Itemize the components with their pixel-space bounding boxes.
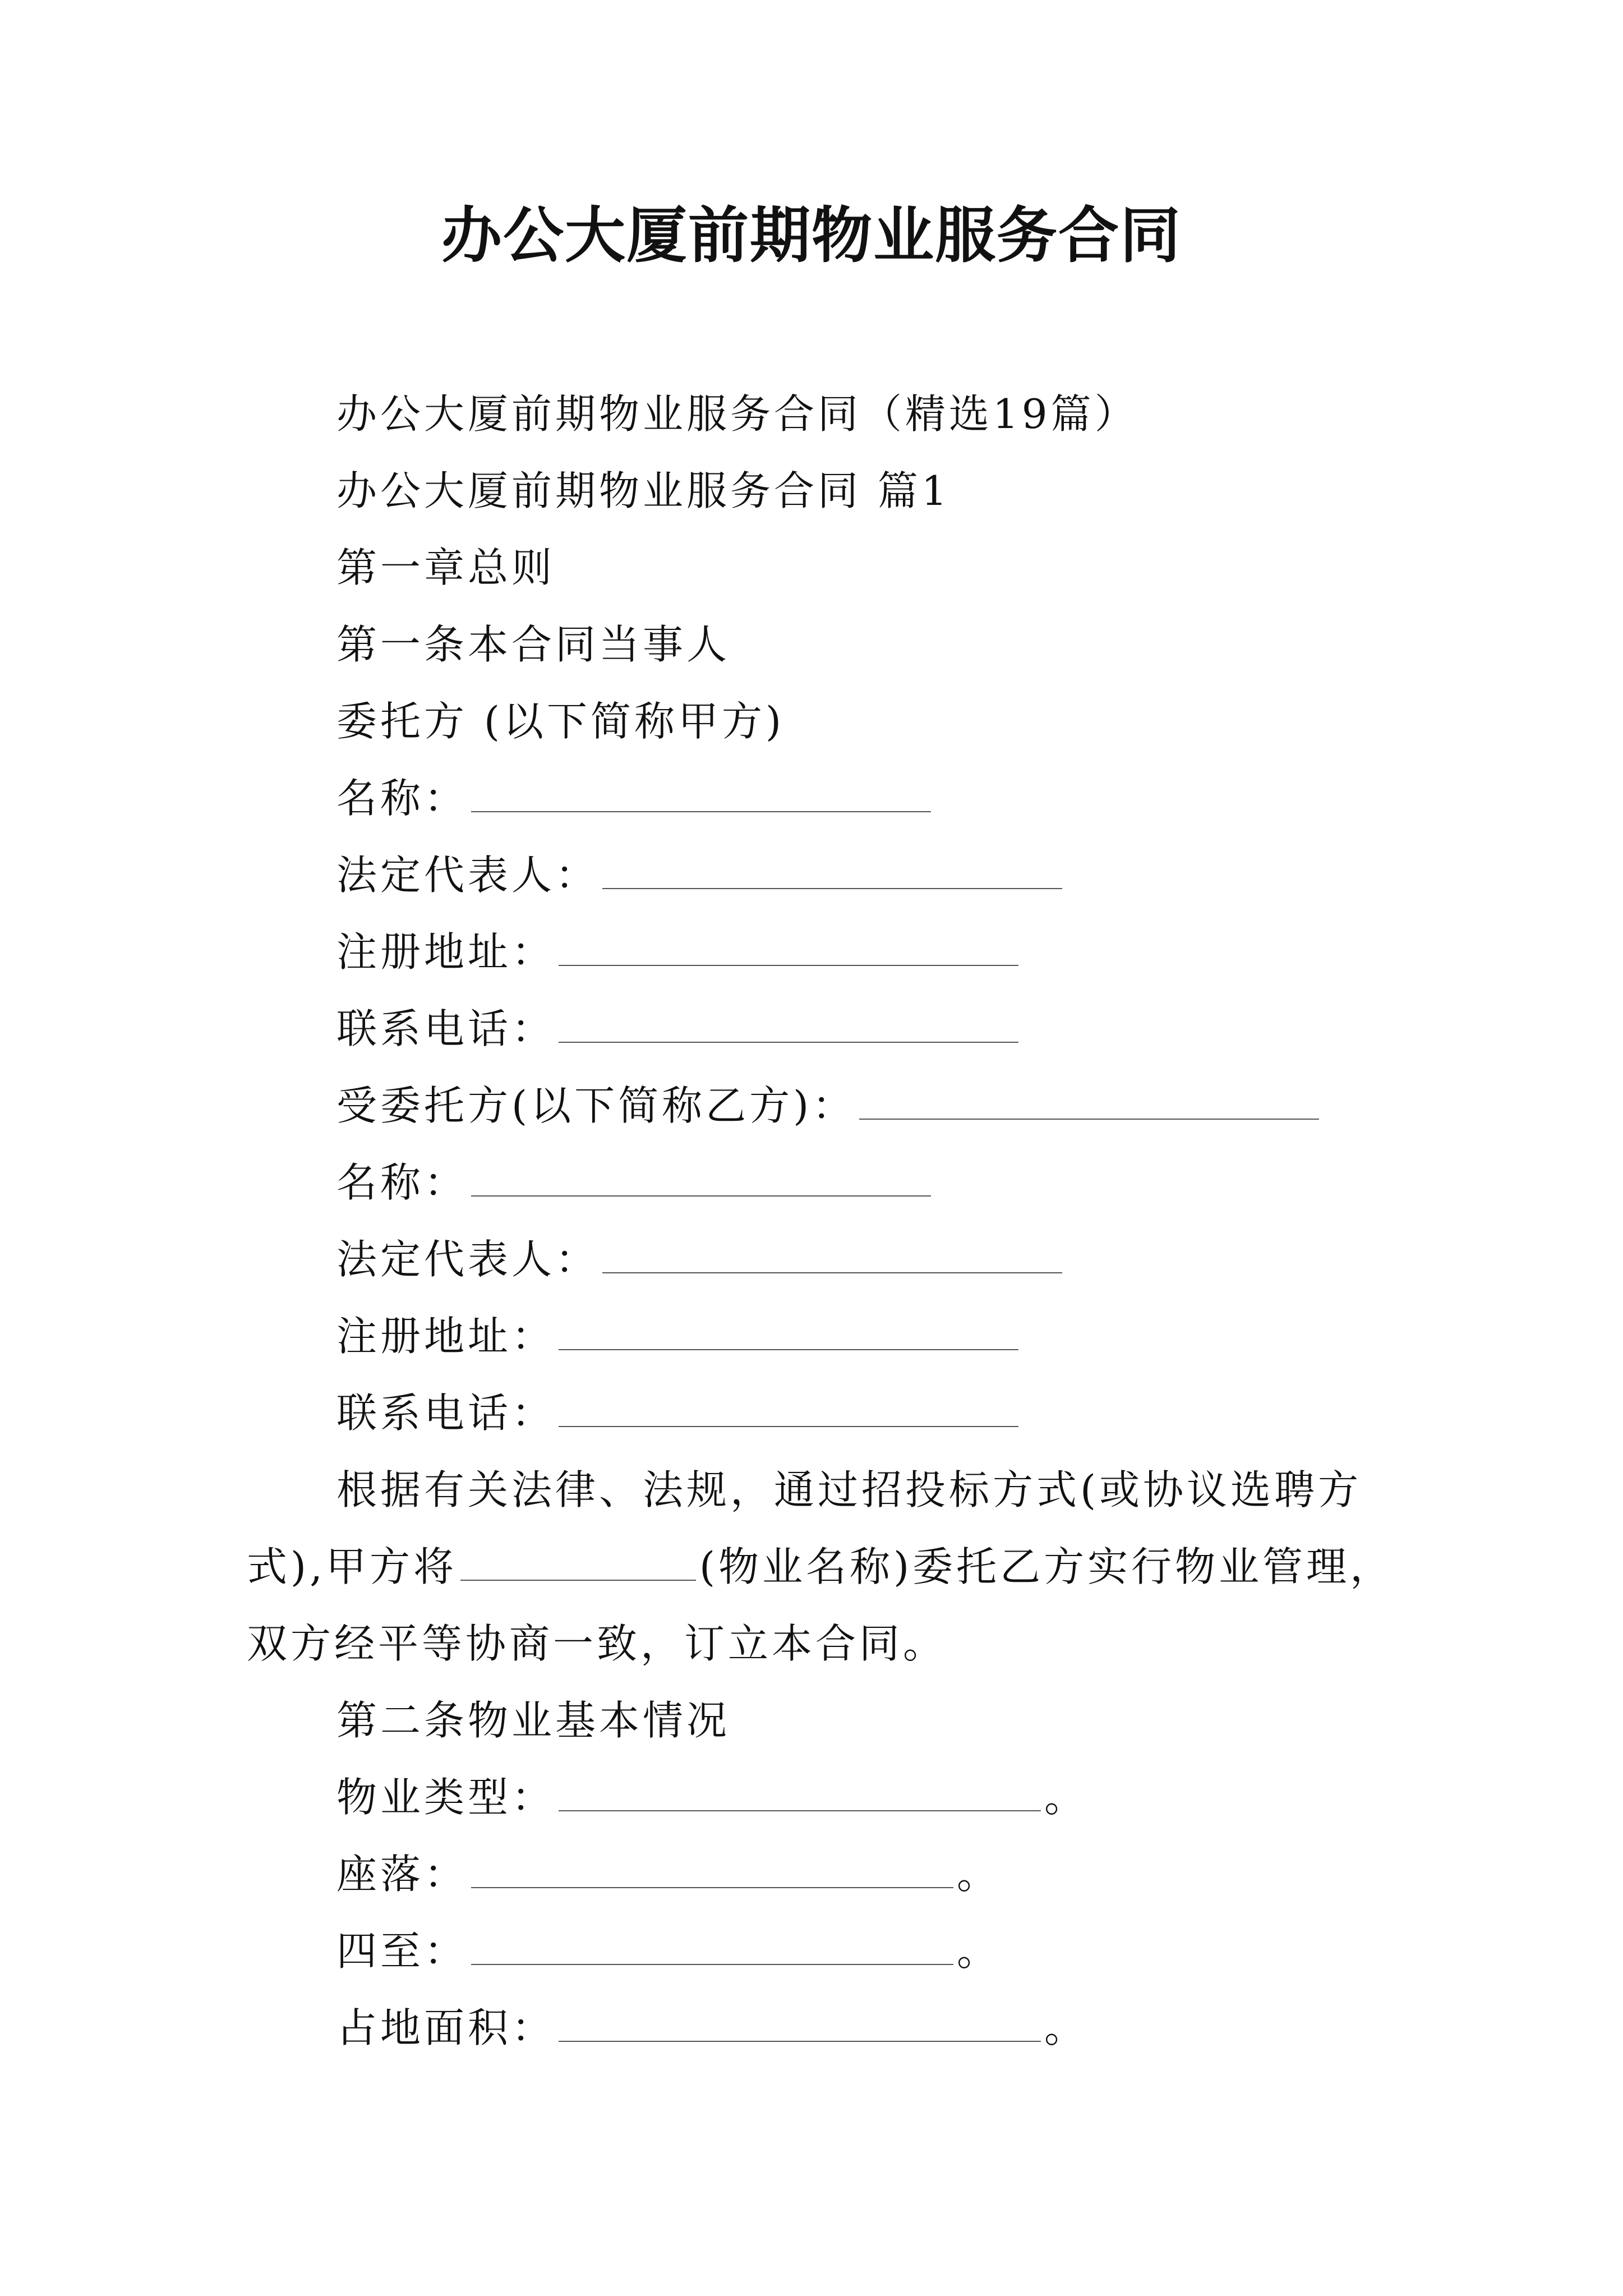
property-location-blank [471, 1852, 953, 1888]
property-type-row [336, 1769, 1088, 1825]
party-b-address-row [336, 1308, 1022, 1364]
property-area-end: 。 [1044, 2004, 1089, 2051]
document-title: 办公大厦前期物业服务合同 [441, 200, 1182, 271]
party-a-address-label: 注册地址： [336, 928, 556, 976]
paragraph-line-2 [247, 1539, 1394, 1595]
party-a-phone-blank [559, 1007, 1018, 1043]
paragraph-line-3: 双方经平等协商一致，订立本合同。 [247, 1620, 947, 1667]
property-type-end: 。 [1044, 1774, 1089, 1821]
party-b-phone-blank [559, 1391, 1018, 1427]
party-b-name-label: 名称： [336, 1159, 468, 1206]
party-b-rep-row [336, 1231, 1066, 1287]
party-b-phone-label: 联系电话： [336, 1389, 556, 1437]
party-a-phone-label: 联系电话： [336, 1005, 556, 1052]
paragraph-line-2-start: 式),甲方将 [247, 1543, 457, 1590]
party-a-rep-blank [602, 853, 1062, 889]
intro-line: 办公大厦前期物业服务合同（精选19篇） [336, 390, 1138, 438]
party-b-heading-row [336, 1078, 1322, 1134]
party-b-heading: 受委托方(以下简称乙方)： [336, 1082, 856, 1129]
party-b-name-blank [471, 1161, 931, 1197]
party-a-rep-row [336, 847, 1066, 903]
property-location-row [336, 1846, 1000, 1902]
party-b-address-blank [559, 1314, 1018, 1350]
property-bounds-row [336, 1923, 1000, 1979]
property-area-label: 占地面积： [336, 2004, 556, 2051]
party-b-heading-blank [859, 1084, 1319, 1120]
party-a-phone-row [336, 1001, 1022, 1057]
party-a-name-row [336, 770, 934, 826]
party-b-rep-blank [602, 1237, 1062, 1273]
property-location-end: 。 [957, 1851, 1001, 1898]
clause-two-heading: 第二条物业基本情况 [336, 1697, 731, 1744]
party-a-rep-label: 法定代表人： [336, 852, 600, 899]
property-bounds-label: 四至： [336, 1927, 468, 1975]
party-b-address-label: 注册地址： [336, 1313, 556, 1360]
party-a-name-label: 名称： [336, 775, 468, 822]
clause-one-heading: 第一条本合同当事人 [336, 621, 731, 668]
party-a-address-row [336, 924, 1022, 980]
chapter-heading: 第一章总则 [336, 544, 556, 591]
property-area-row [336, 2000, 1088, 2056]
property-area-blank [559, 2006, 1041, 2042]
property-bounds-blank [471, 1929, 953, 1965]
property-name-blank [460, 1545, 696, 1581]
party-a-name-blank [471, 776, 931, 812]
party-b-phone-row [336, 1385, 1022, 1441]
party-a-address-blank [559, 930, 1018, 966]
property-type-blank [559, 1775, 1041, 1811]
article-heading: 办公大厦前期物业服务合同 篇1 [336, 467, 951, 514]
party-a-heading: 委托方 (以下简称甲方) [336, 698, 785, 745]
paragraph-line-1: 根据有关法律、法规，通过招投标方式(或协议选聘方 [336, 1466, 1362, 1513]
property-bounds-end: 。 [957, 1927, 1001, 1975]
party-b-name-row [336, 1154, 934, 1211]
party-b-rep-label: 法定代表人： [336, 1236, 600, 1283]
property-type-label: 物业类型： [336, 1774, 556, 1821]
property-location-label: 座落： [336, 1851, 468, 1898]
paragraph-line-2-end: (物业名称)委托乙方实行物业管理， [699, 1543, 1394, 1590]
